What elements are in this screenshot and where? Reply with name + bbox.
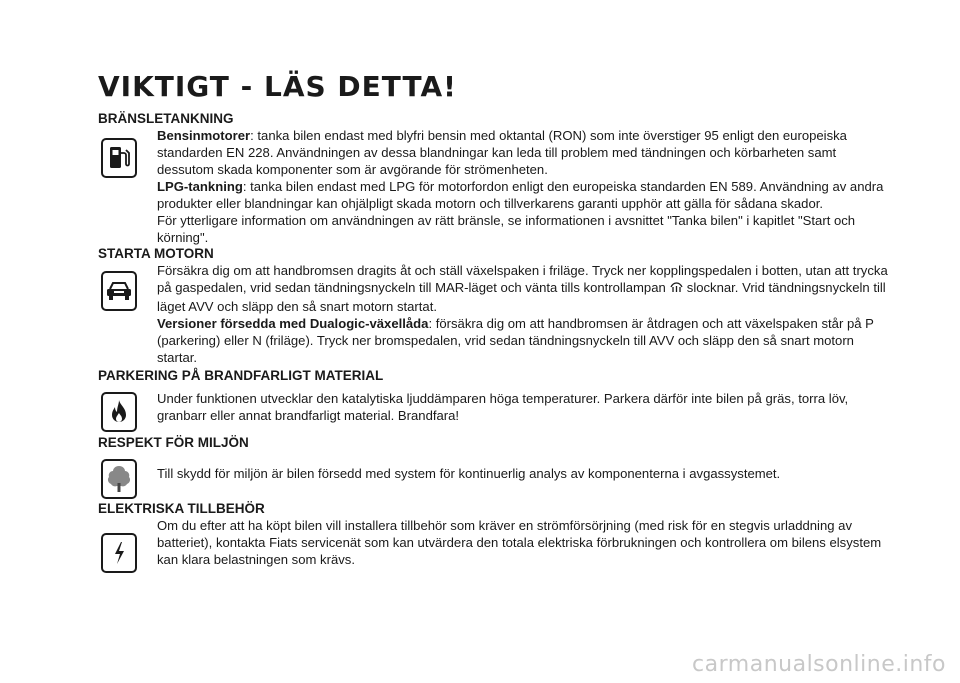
start-term-dualogic: Versioner försedda med Dualogic-växellåda	[157, 316, 429, 331]
fuel-paragraph-3: För ytterligare information om användningen av rätt bränsle, se informationen i avsnittet "Tanka bilen" i kapitlet "Start och körning".	[157, 213, 856, 245]
start-text-dualogic: : försäkra dig om att handbromsen är åtdragen och att växelspaken står på P (parkering) eller N (friläge). Tryck ner bromspedalen, vrid sedan tändningsnyckeln till AVV och släpp den så snart motorn startar.	[157, 316, 874, 365]
fuel-text-lpg: : tanka bilen endast med LPG för motorfordon enligt den europeiska standarden EN 589. Användning av andra produkter eller blandningar kan ohjälpligt skada motorn och tillverkarens garanti upphör att gälla för sådana skador.	[157, 179, 884, 211]
section-electrical	[98, 500, 888, 568]
fuel-pump-icon	[101, 138, 137, 178]
start-text-b: slocknar. Vrid tändningsnyckeln till läget AVV och släpp den så snart motorn startat.	[157, 280, 886, 314]
section-heading-start: STARTA MOTORN	[98, 246, 214, 261]
environment-text: Till skydd för miljön är bilen försedd med system för kontinuerlig analys av komponenterna i avgassystemet.	[157, 466, 781, 481]
fuel-paragraph-1	[157, 127, 888, 178]
watermark: carmanualsonline.info	[692, 652, 946, 677]
section-environment	[98, 434, 888, 482]
flame-icon	[101, 392, 137, 432]
section-heading-fuel: BRÄNSLETANKNING	[98, 111, 234, 126]
fuel-paragraph-2	[157, 178, 888, 212]
car-icon	[101, 271, 137, 311]
start-paragraph-2	[157, 315, 888, 366]
fuel-term-lpg: LPG-tankning	[157, 179, 243, 194]
section-parking	[98, 367, 888, 424]
page-title: VIKTIGT - LÄS DETTA!	[98, 70, 457, 103]
start-text-a: Försäkra dig om att handbromsen dragits åt och ställ växelspaken i friläge. Tryck ner kopplingspedalen i botten, utan att trycka på gaspedalen, vrid sedan tändningsnyckeln till MAR-läget och vänta tills kontrollampan	[157, 263, 888, 295]
section-fuel	[98, 110, 888, 246]
glow-plug-icon	[669, 281, 684, 298]
tree-icon	[101, 459, 137, 499]
fuel-term-petrol: Bensinmotorer	[157, 128, 251, 143]
fuel-text-petrol: : tanka bilen endast med blyfri bensin med oktantal (RON) som inte överstiger 95 enligt den europeiska standarden EN 228. Användningen av dessa blandningar kan leda till problem med tändningen och körbarheten samt dessutom skada komponenter som är avgörande för strömenheten.	[157, 128, 847, 177]
section-heading-parking: PARKERING PÅ BRANDFARLIGT MATERIAL	[98, 368, 384, 383]
electrical-text: Om du efter att ha köpt bilen vill installera tillbehör som kräver en strömförsörjning (med risk för en stegvis urladdning av batteriet), kontakta Fiats servicenät som kan utvärdera den totala elektriska förbrukningen och kontrollera om bilens elsystem kan klara belastningen som krävs.	[157, 518, 882, 567]
section-heading-environment: RESPEKT FÖR MILJÖN	[98, 435, 249, 450]
start-paragraph-1	[157, 262, 888, 315]
parking-text: Under funktionen utvecklar den katalytiska ljuddämparen höga temperaturer. Parkera därför inte bilen på gräs, torra löv, granbarr eller annat brandfarligt material. Brandfara!	[157, 391, 849, 423]
section-start	[98, 245, 888, 366]
section-heading-electrical: ELEKTRISKA TILLBEHÖR	[98, 501, 265, 516]
lightning-icon	[101, 533, 137, 573]
